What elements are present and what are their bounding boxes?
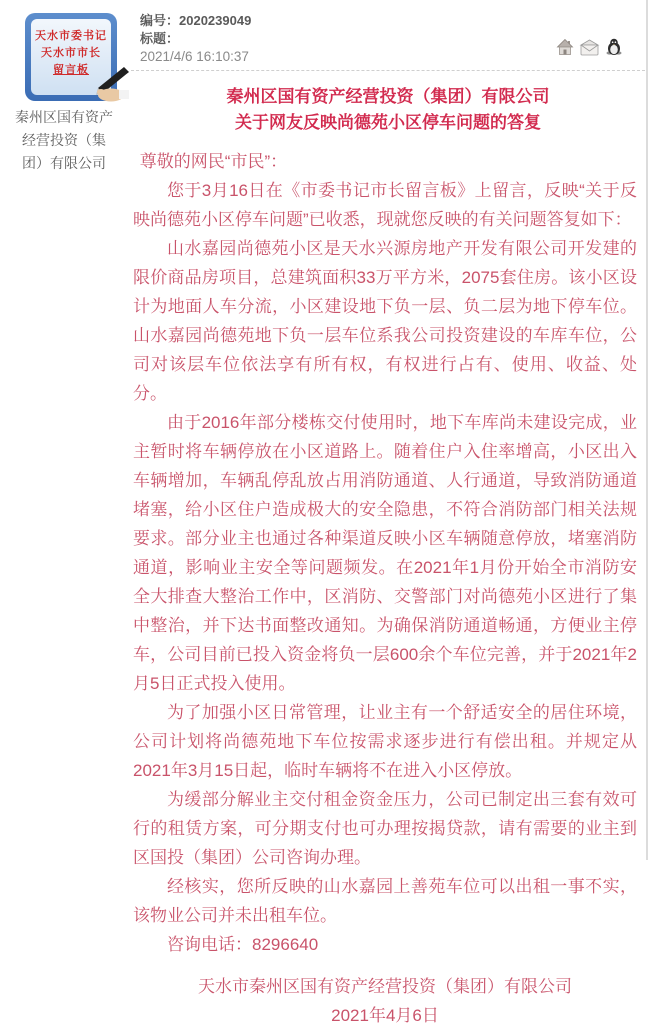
mail-icon[interactable] (580, 39, 599, 56)
paragraph: 为缓部分解业主交付租金资金压力，公司已制定出三套有效可行的租赁方案，可分期支付也可办理按揭贷款，请有需要的业主到区国投（集团）公司咨询办理。 (133, 790, 637, 867)
doc-number-value: 2020239049 (179, 13, 252, 28)
doc-title-label: 标题： (140, 31, 180, 46)
meta-header (131, 0, 645, 65)
sidebar-org-name: 秦州区国有资产经营投资（集团）有限公司 (15, 109, 113, 171)
signature-block (133, 972, 637, 1030)
paragraph: 经核实，您所反映的山水嘉园上善苑车位可以出租一事不实，该物业公司并未出租车位。 (133, 877, 637, 925)
paragraph: 咨询电话：8296640 (167, 935, 319, 954)
document-body (131, 147, 645, 1030)
signature-company: 天水市秦州区国有资产经营投资（集团）有限公司 (198, 977, 572, 996)
doc-timestamp: 2021/4/6 16:10:37 (140, 49, 249, 64)
sidebar (0, 0, 128, 860)
signature-date: 2021年4月6日 (331, 1006, 439, 1025)
dashed-divider (131, 70, 645, 71)
document-title-line1: 秦州区国有资产经营投资（集团）有限公司 (226, 87, 550, 106)
doc-number-line (140, 12, 645, 30)
badge-text-line2: 天水市市长 (41, 47, 101, 59)
badge-text-line3: 留言板 (53, 64, 89, 76)
document-title-line2: 关于网友反映尚德苑小区停车问题的答复 (235, 113, 541, 132)
page-right-border (646, 0, 648, 860)
paragraph: 山水嘉园尚德苑小区是天水兴源房地产开发有限公司开发建的限价商品房项目，总建筑面积33万平方米，2075套住房。该小区设计为地面人车分流，小区建设地下负一层、负二层为地下停车位。山水嘉园尚德苑地下负一层车位系我公司投资建设的车库车位，公司对该层车位依法享有所有权，有权进行占有、使用、收益、处分。 (133, 239, 637, 403)
greeting: 尊敬的网民“市民”： (139, 152, 288, 171)
message-board-badge[interactable] (25, 13, 117, 101)
paragraph: 您于3月16日在《市委书记市长留言板》上留言，反映“关于反映尚德苑小区停车问题”已收悉，现就您反映的有关问题答复如下： (133, 181, 637, 229)
hand-pen-icon (83, 66, 129, 107)
home-icon[interactable] (556, 38, 574, 56)
share-icons (556, 38, 623, 56)
badge-text-line1: 天水市委书记 (35, 30, 107, 42)
qq-icon[interactable] (605, 38, 623, 56)
document-title (135, 84, 641, 136)
content-area (131, 0, 645, 1025)
paragraph: 为了加强小区日常管理，让业主有一个舒适安全的居住环境，公司计划将尚德苑地下车位按需求逐步进行有偿出租。并规定从2021年3月15日起，临时车辆将不在进入小区停放。 (133, 703, 637, 780)
doc-number-label: 编号： (140, 13, 180, 28)
paragraph: 由于2016年部分楼栋交付使用时，地下车库尚未建设完成，业主暂时将车辆停放在小区道路上。随着住户入住率增高，小区出入车辆增加，车辆乱停乱放占用消防通道、人行通道，导致消防通道堵塞，给小区住户造成极大的安全隐患，不符合消防部门相关法规要求。部分业主也通过各种渠道反映小区车辆随意停放，堵塞消防通道，影响业主安全等问题频发。在2021年1月份开始全市消防安全大排查大整治工作中，区消防、交警部门对尚德苑小区进行了集中整治，并下达书面整改通知。为确保消防通道畅通，方便业主停车，公司目前已投入资金将负一层600余个车位完善，并于2021年2月5日正式投入使用。 (133, 413, 637, 693)
